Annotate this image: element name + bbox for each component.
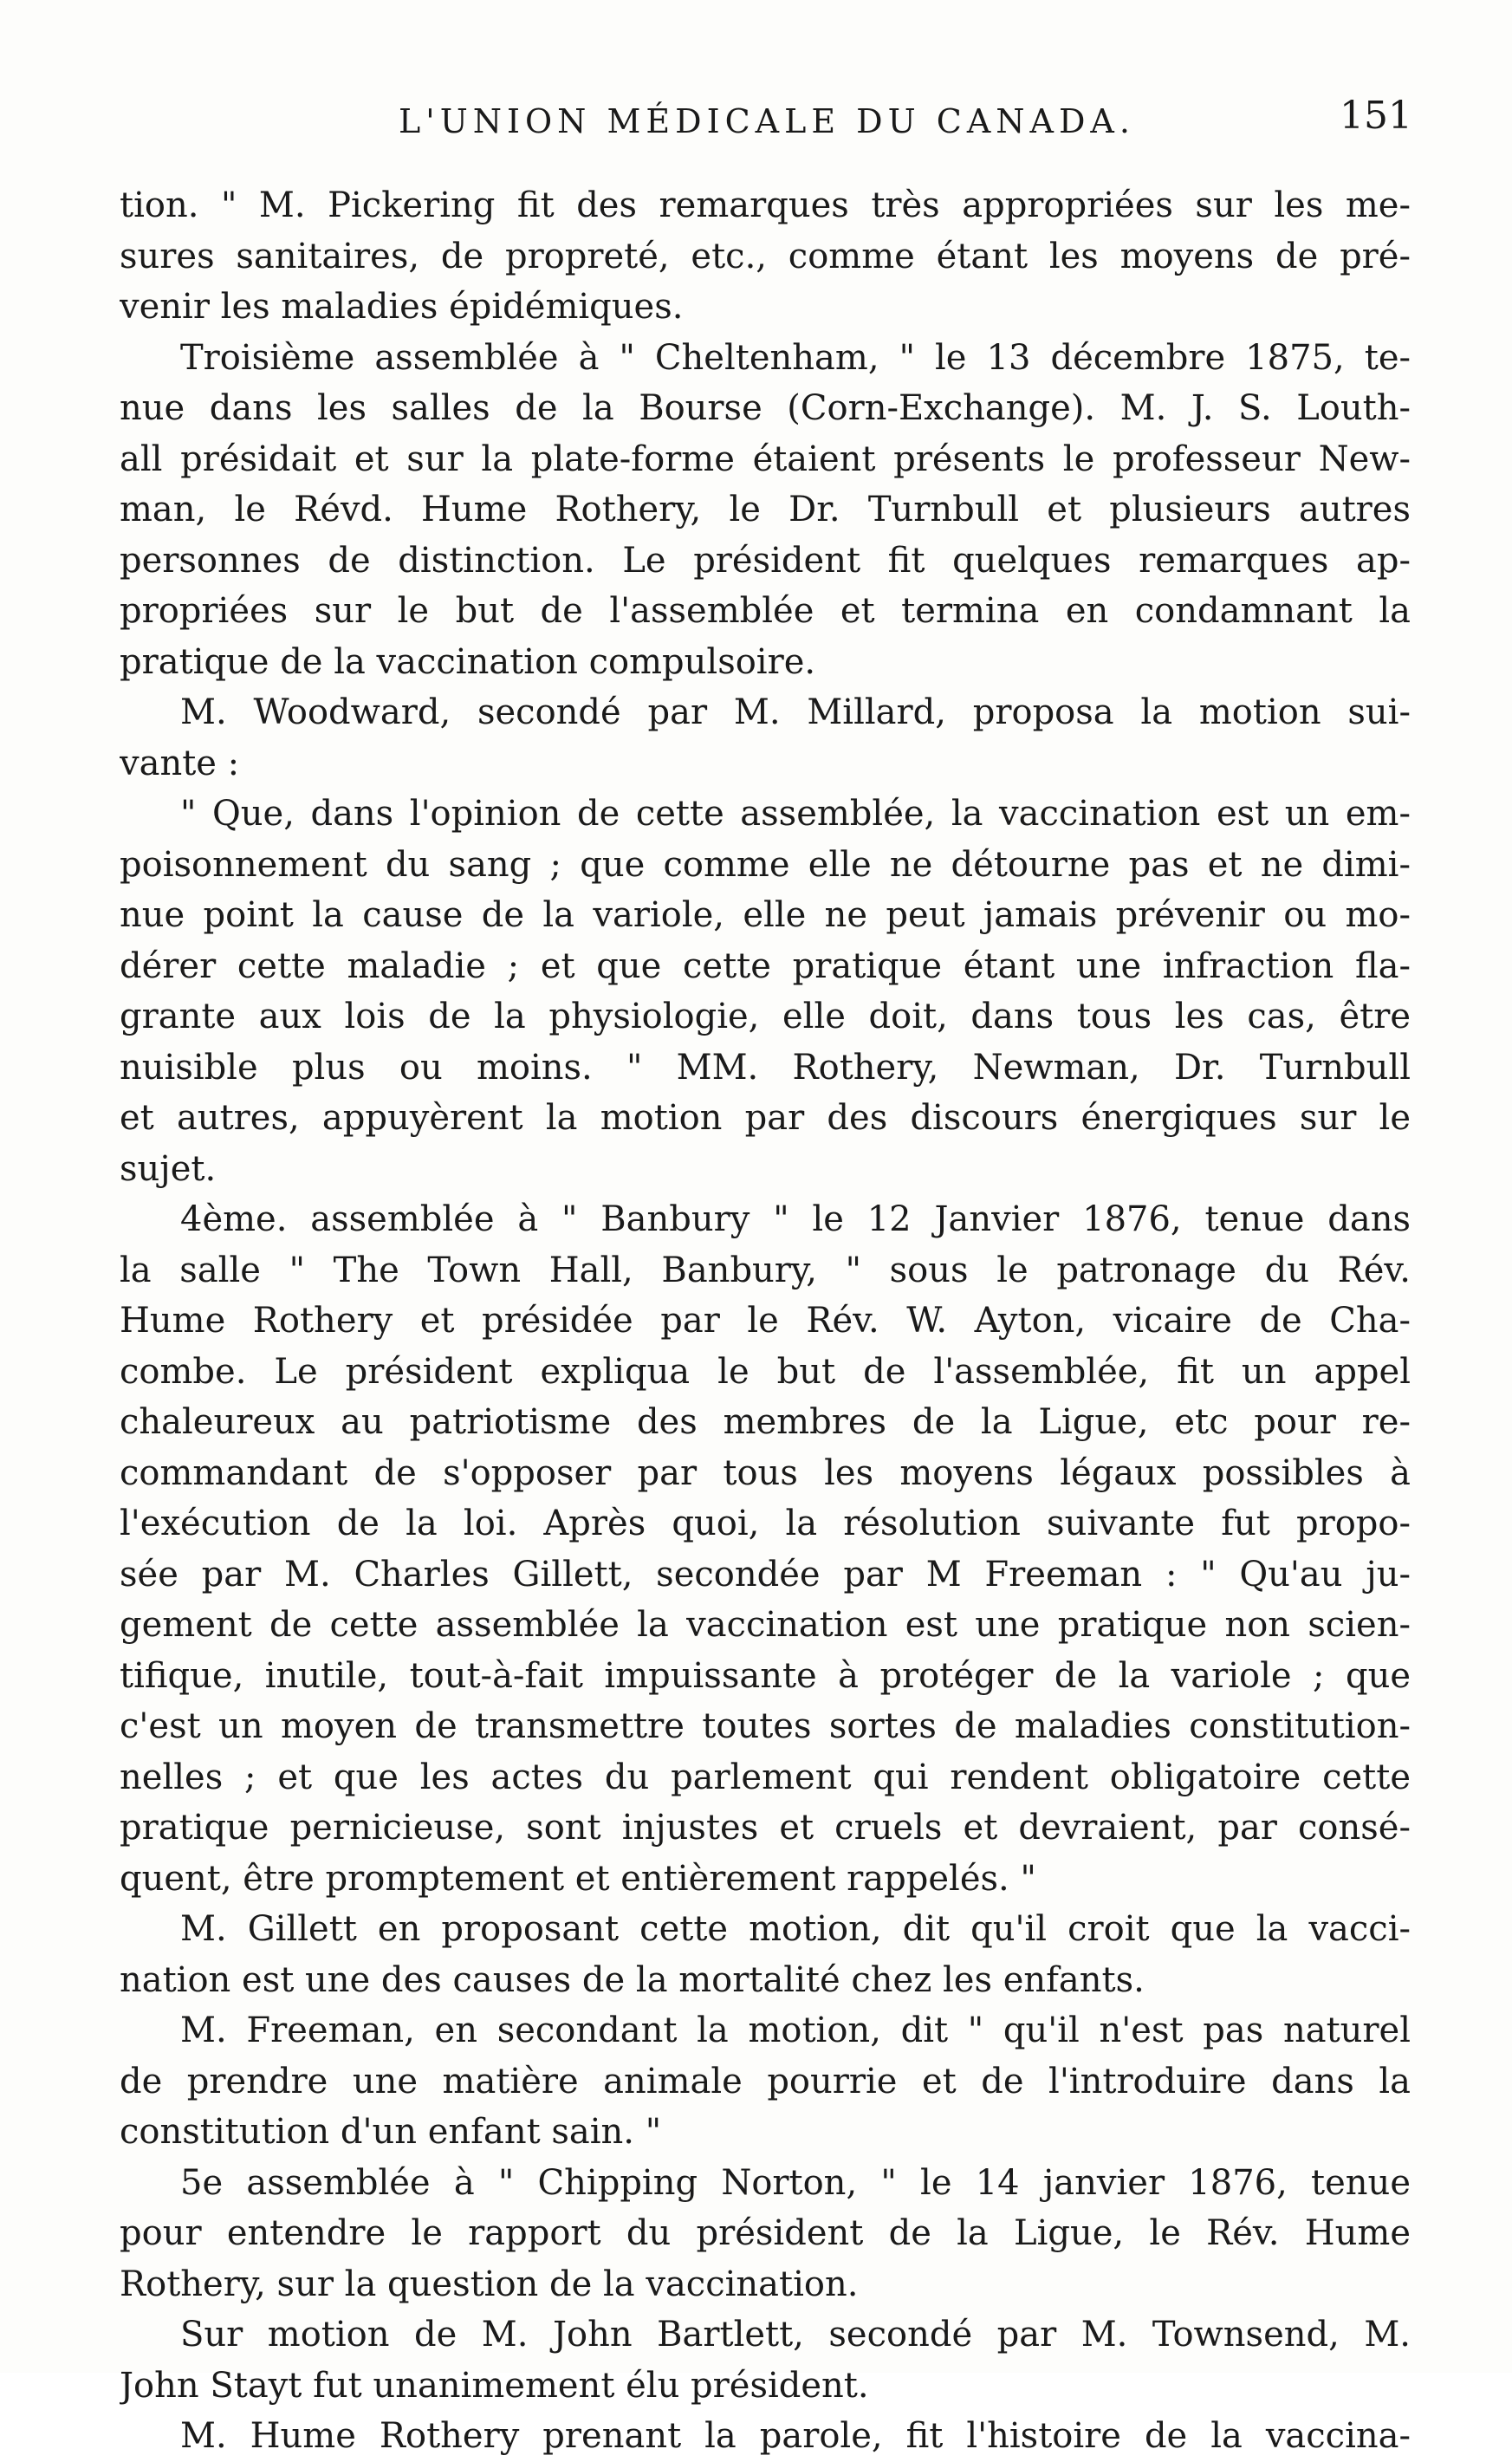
text-line: sée par M. Charles Gillett, secondée par M Freeman : " Qu'au ju- xyxy=(120,1554,1411,1595)
text-line: et autres, appuyèrent la motion par des discours énergiques sur le xyxy=(120,1098,1411,1138)
text-line: venir les maladies épidémiques. xyxy=(120,287,684,327)
text-line: sujet. xyxy=(120,1148,217,1189)
text-line: nation est une des causes de la mortalité chez les enfants. xyxy=(120,1959,1145,2000)
text-line: de prendre une matière animale pourrie et de l'introduire dans la xyxy=(120,2061,1411,2101)
text-line: gement de cette assemblée la vaccination est une pratique non scien- xyxy=(120,1605,1411,1645)
text-line: combe. Le président expliqua le but de l'assemblée, fit un appel xyxy=(120,1351,1411,1392)
text-line: nue dans les salles de la Bourse (Corn-Exchange). M. J. S. Louth- xyxy=(120,388,1411,428)
text-line: Rothery, sur la question de la vaccination. xyxy=(120,2264,859,2304)
text-line: chaleureux au patriotisme des membres de la Ligue, etc pour re- xyxy=(120,1402,1411,1442)
text-line: 5e assemblée à " Chipping Norton, " le 14 janvier 1876, tenue xyxy=(180,2162,1411,2203)
text-line: nelles ; et que les actes du parlement qui rendent obligatoire cette xyxy=(120,1757,1411,1797)
text-line: " Que, dans l'opinion de cette assemblée, la vaccination est un em- xyxy=(180,794,1411,834)
text-line: pour entendre le rapport du président de la Ligue, le Rév. Hume xyxy=(120,2213,1411,2253)
text-line: Troisième assemblée à " Cheltenham, " le 13 décembre 1875, te- xyxy=(180,337,1411,378)
text-line: propriées sur le but de l'assemblée et termina en condamnant la xyxy=(120,591,1411,631)
text-line: man, le Révd. Hume Rothery, le Dr. Turnbull et plusieurs autres xyxy=(120,490,1411,529)
text-line: John Stayt fut unanimement élu président. xyxy=(120,2365,869,2406)
text-line: grante aux lois de la physiologie, elle doit, dans tous les cas, être xyxy=(120,997,1411,1036)
text-line: commandant de s'opposer par tous les moyens légaux possibles à xyxy=(120,1452,1411,1493)
text-line: sures sanitaires, de propreté, etc., comme étant les moyens de pré- xyxy=(120,236,1411,276)
text-line: Sur motion de M. John Bartlett, secondé par M. Townsend, M. xyxy=(180,2315,1411,2355)
text-line: c'est un moyen de transmettre toutes sortes de maladies constitution- xyxy=(120,1706,1411,1746)
text-line: tion. " M. Pickering fit des remarques très appropriées sur les me- xyxy=(120,185,1411,225)
text-line: 4ème. assemblée à " Banbury " le 12 Janvier 1876, tenue dans xyxy=(180,1199,1411,1239)
text-line: quent, être promptement et entièrement rappelés. " xyxy=(120,1858,1036,1899)
text-line: tifique, inutile, tout-à-fait impuissante à protéger de la variole ; que xyxy=(120,1655,1411,1696)
text-line: pratique de la vaccination compulsoire. xyxy=(120,641,816,682)
text-line: la salle " The Town Hall, Banbury, " sous le patronage du Rév. xyxy=(120,1250,1411,1290)
body-text xyxy=(120,180,1411,2462)
text-line: M. Gillett en proposant cette motion, dit qu'il croit que la vacci- xyxy=(180,1909,1411,1949)
text-line: constitution d'un enfant sain. " xyxy=(120,2112,662,2152)
text-line: nue point la cause de la variole, elle ne peut jamais prévenir ou mo- xyxy=(120,895,1411,935)
running-header xyxy=(121,87,1412,147)
text-line: all présidait et sur la plate-forme étaient présents le professeur New- xyxy=(120,438,1411,479)
text-line: M. Freeman, en secondant la motion, dit " qu'il n'est pas naturel xyxy=(180,2011,1411,2050)
text-line: pratique pernicieuse, sont injustes et cruels et devraient, par consé- xyxy=(120,1808,1411,1848)
text-line: M. Woodward, secondé par M. Millard, proposa la motion sui- xyxy=(180,692,1411,732)
page-number: 151 xyxy=(1340,94,1412,138)
text-line: Hume Rothery et présidée par le Rév. W. Ayton, vicaire de Cha- xyxy=(120,1301,1411,1341)
text-line: dérer cette maladie ; et que cette pratique étant une infraction fla- xyxy=(120,945,1411,986)
text-line: personnes de distinction. Le président fit quelques remarques ap- xyxy=(120,540,1411,581)
text-line: vante : xyxy=(120,743,240,783)
text-line: l'exécution de la loi. Après quoi, la résolution suivante fut propo- xyxy=(120,1504,1411,1543)
running-title: L'UNION MÉDICALE DU CANADA. xyxy=(399,102,1135,140)
text-line: poisonnement du sang ; que comme elle ne détourne pas et ne dimi- xyxy=(120,844,1411,885)
text-line: nuisible plus ou moins. " MM. Rothery, Newman, Dr. Turnbull xyxy=(120,1047,1411,1088)
text-line: M. Hume Rothery prenant la parole, fit l'histoire de la vaccina- xyxy=(180,2416,1411,2456)
